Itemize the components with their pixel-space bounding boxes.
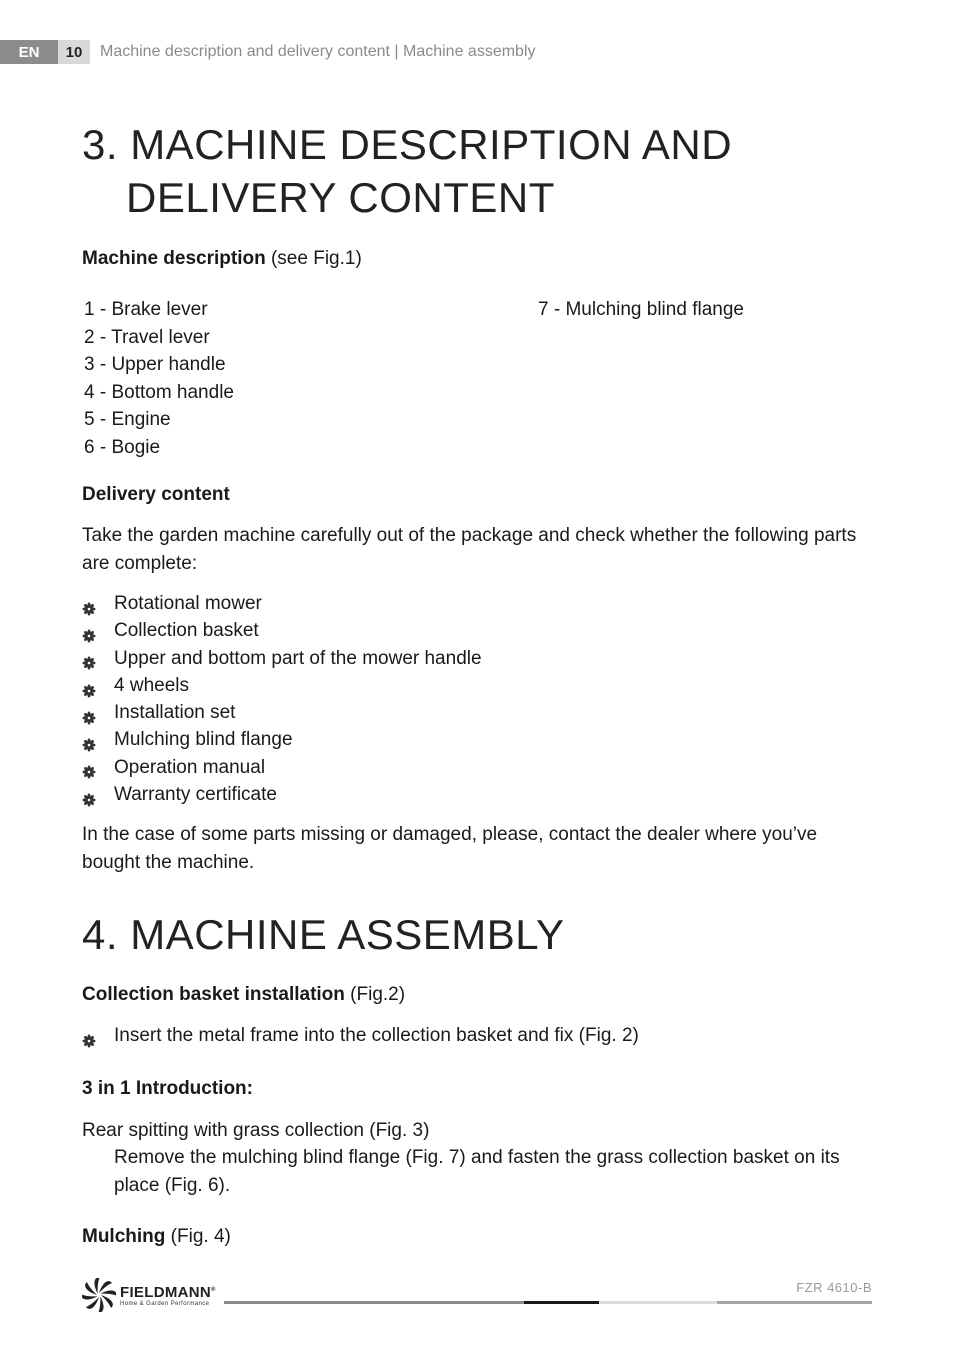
- list-item: [82, 699, 482, 726]
- part-item: 5 - Engine: [84, 409, 171, 430]
- list-item-text: Upper and bottom part of the mower handle: [114, 647, 482, 669]
- flower-bullet-icon: [82, 733, 96, 747]
- footer-rule-light: [599, 1301, 717, 1304]
- intro-3in1-line2: Remove the mulching blind flange (Fig. 7) and fasten the grass collection basket on its place (Fig. 6).: [114, 1147, 840, 1196]
- list-item-text: Insert the metal frame into the collection basket and fix (Fig. 2): [114, 1025, 639, 1046]
- footer-rule-mid: [717, 1301, 872, 1304]
- machine-description-label: [82, 248, 362, 270]
- mulching-label: [82, 1226, 231, 1248]
- basket-installation-title: Collection basket installation: [82, 984, 345, 1005]
- language-tag: EN: [0, 40, 58, 64]
- list-item-text: Installation set: [114, 702, 236, 724]
- list-item: [82, 1022, 639, 1049]
- fan-logo-icon: [82, 1278, 116, 1312]
- running-title: Machine description and delivery content | Machine assembly: [100, 43, 536, 60]
- page-number: 10: [58, 40, 90, 64]
- section-4-heading: 4. MACHINE ASSEMBLY: [82, 911, 565, 958]
- delivery-note: In the case of some parts missing or damaged, please, contact the dealer where you’ve bought the machine.: [82, 824, 818, 873]
- brand-name: FIELDMANN®: [120, 1283, 216, 1301]
- list-item: [82, 672, 482, 699]
- delivery-content-label: [82, 484, 230, 506]
- list-item-text: Collection basket: [114, 620, 259, 642]
- list-item: [82, 590, 482, 617]
- section-3-heading: [82, 118, 732, 224]
- page-header: [0, 40, 536, 64]
- intro-3in1-line1: Rear spitting with grass collection (Fig. 3): [82, 1120, 430, 1141]
- part-item: 1 - Brake lever: [84, 299, 208, 320]
- intro-3in1-title: 3 in 1 Introduction:: [82, 1078, 253, 1099]
- delivery-intro: Take the garden machine carefully out of the package and check whether the following parts are complete:: [82, 525, 857, 574]
- footer-rule-grey: [224, 1301, 524, 1304]
- list-item: [82, 726, 482, 753]
- parts-list-right: [538, 296, 744, 324]
- flower-bullet-icon: [82, 624, 96, 638]
- mulching-title: Mulching: [82, 1226, 166, 1247]
- basket-steps-list: [82, 1022, 639, 1049]
- list-item-text: 4 wheels: [114, 674, 189, 696]
- machine-description-ref: (see Fig.1): [265, 248, 362, 269]
- flower-bullet-icon: [82, 651, 96, 665]
- parts-list-left: [84, 296, 234, 461]
- footer-rule-dark: [524, 1301, 599, 1304]
- list-item-text: Operation manual: [114, 756, 266, 778]
- flower-bullet-icon: [82, 1029, 96, 1043]
- brand-logo: [82, 1278, 216, 1312]
- basket-installation-label: [82, 984, 405, 1006]
- page-footer: [82, 1276, 872, 1312]
- list-item: [82, 617, 482, 644]
- part-item: 6 - Bogie: [84, 436, 161, 458]
- brand-tagline: Home & Garden Performance: [120, 1300, 210, 1307]
- list-item-text: Rotational mower: [114, 593, 262, 614]
- machine-description-title: Machine description: [82, 248, 266, 269]
- list-item: [82, 754, 482, 781]
- model-number: FZR 4610-B: [796, 1280, 872, 1295]
- part-item: 2 - Travel lever: [84, 326, 210, 348]
- flower-bullet-icon: [82, 788, 96, 802]
- list-item-text: Mulching blind flange: [114, 729, 293, 751]
- flower-bullet-icon: [82, 679, 96, 693]
- delivery-items-list: [82, 590, 482, 808]
- basket-installation-ref: (Fig.2): [344, 984, 406, 1005]
- delivery-content-title: Delivery content: [82, 484, 230, 505]
- flower-bullet-icon: [82, 760, 96, 774]
- section-3-heading-line2: DELIVERY CONTENT: [126, 174, 555, 221]
- flower-bullet-icon: [82, 706, 96, 720]
- part-item: 3 - Upper handle: [84, 354, 226, 375]
- part-item: 7 - Mulching blind flange: [538, 299, 744, 320]
- list-item: [82, 781, 482, 808]
- section-3-heading-line1: 3. MACHINE DESCRIPTION AND: [82, 121, 733, 168]
- mulching-ref: (Fig. 4): [165, 1226, 231, 1247]
- list-item: [82, 645, 482, 672]
- flower-bullet-icon: [82, 597, 96, 611]
- intro-3in1-label: [82, 1078, 253, 1100]
- part-item: 4 - Bottom handle: [84, 381, 234, 403]
- list-item-text: Warranty certificate: [114, 784, 277, 806]
